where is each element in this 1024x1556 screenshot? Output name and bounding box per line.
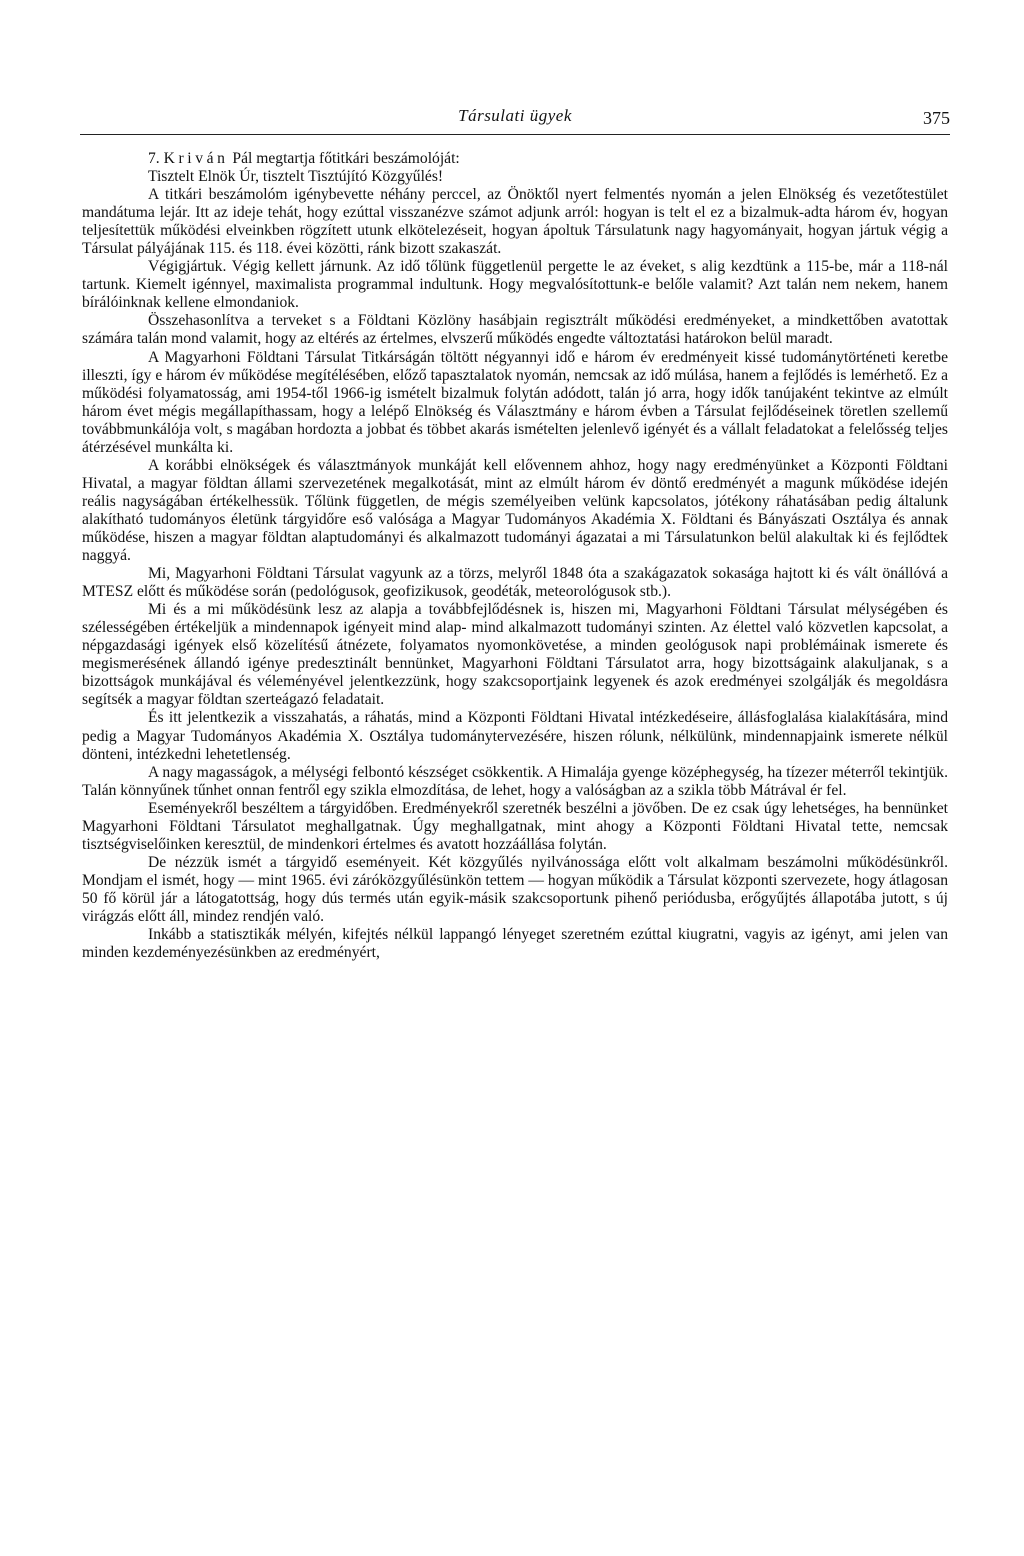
section-heading [82, 150, 948, 168]
paragraph: A nagy magasságok, a mélységi felbontó készséget csökkentik. A Himalája gyenge középhegység, ha tízezer méterről tekintjük. Talán könnyűnek tűnhet onnan fentről egy szikla elmozdítása, de lehet, hogy a valóságban az a szikla több Mátrával ér fel. [82, 763, 948, 799]
page-number: 375 [923, 108, 950, 128]
paragraph: A Magyarhoni Földtani Társulat Titkárságán töltött négyannyi idő e három év eredményeit kissé tudománytörténeti keretbe illeszti, így e három év működése megítélésében, előző tapasztalatok nyomán, nemcsak az idő múlása, hanem a fejlődés is lemérhető. Ez a működési folyamatosság, ami 1954-től 1966-ig ismételt bizalmuk folytán adódott, talán jó arra, hogy idők tanújaként tekintve az elmúlt három évet mégis megállapíthassam, hogy a lelépő Elnökség és Választmány e három évben a Társulat fejlődéseinek töretlen szellemű továbbmunkálója volt, s magában hordozta a jobbat és többet akarás ismételten jelenlevő igényét és a vállalt feladatokat a felelősség teljes átérzésével munkálta ki. [82, 348, 948, 456]
paragraph: Inkább a statisztikák mélyén, kifejtés nélkül lappangó lényeget szeretném ezúttal kiugratni, vagyis az igényt, ami jelen van minden kezdeményezésünkben az eredményért, [82, 926, 948, 962]
paragraph: Végigjártuk. Végig kellett járnunk. Az idő tőlünk függetlenül pergette le az éveket, s alig kezdtünk a 115-be, már a 118-nál tartunk. Kiemelt igénnyel, maximalista programmal indultunk. Hogy megvalósítottunk-e belőle valamit? Azt talán nem nekem, hanem bírálóinknak kellene elmondaniok. [82, 258, 948, 312]
paragraph: Mi és a mi működésünk lesz az alapja a továbbfejlődésnek is, hiszen mi, Magyarhoni Földtani Társulat mélységében és szélességében értékeljük a mindennapok igényeit mind alap- mind alkalmazott tudományi szinten. Az élettel való közvetlen kapcsolat, a népgazdasági igények első közelítésű átnézete, folyamatos nyomonkövetése, a minden geológusok napi problémáinak ismerete és megismerésének állandó igénye predesztinált bennünket, Magyarhoni Földtani Társulatot arra, hogy bizottságaink alakuljanak, s a bizottságok munkájával és véleményével jelentkezzünk, hogy szakcsoportjaink legyenek és azok eredményei szolgálják és megoldásra segítsék a magyar földtan szerteágazó feladatait. [82, 601, 948, 709]
paragraph: De nézzük ismét a tárgyidő eseményeit. Két közgyűlés nyilvánossága előtt volt alkalmam beszámolni működésünkről. Mondjam el ismét, hogy — mint 1965. évi záróközgyűlésünkön tettem — hogyan működik a Társulat központi szervezete, hogy átlagosan 50 fő körül jár a látogatottság, hogy dús termés után egyik-másik szakcsoportunk pihenő periódusba, erőgyűjtés állapotába jutott, s új virágzás előtt áll, mindez rendjén való. [82, 853, 948, 925]
paragraph: Összehasonlítva a terveket s a Földtani Közlöny hasábjain regisztrált működési eredményeket, a mindkettőben avatottak számára talán mond valamit, hogy az eltérés az értelmes, elvszerű működés engedte változtatási határokon belül maradt. [82, 312, 948, 348]
section-number: 7. [148, 150, 160, 167]
speaker-name: Kriván [163, 150, 229, 167]
running-title: Társulati ügyek [458, 106, 572, 125]
article-body [82, 150, 948, 962]
paragraph: És itt jelentkezik a visszahatás, a ráhatás, mind a Központi Földtani Hivatal intézkedéseire, állásfoglalása kialakítására, mind pedig a Magyar Tudományos Akadémia X. Osztálya tudománytervezésére, hiszen rólunk, nélkülünk, mindennapjaink ismerete nélkül dönteni, intézkedni lehetetlenség. [82, 709, 948, 763]
paragraph: Tisztelt Elnök Úr, tisztelt Tisztújító Közgyűlés! [148, 168, 444, 186]
page-header [80, 100, 950, 135]
paragraph: A titkári beszámolóm igénybevette néhány perccel, az Önöktől nyert felmentés nyomán a jelen Elnökség és vezetőtestület mandátuma lejár. Itt az ideje tehát, hogy ezúttal visszanézve számot adjunk arról: hogyan is telt el ez a bizalmuk-adta három év, hogyan teljesítettük működési elveinkben rögzített utunk elkötelezéseit, hogyan ápoltuk Társulatunk nagy hagyományait, hogyan jártuk végig a Társulat pályájának 115. és 118. évei közötti, ránk bizott szakaszát. [82, 186, 948, 258]
paragraph: Eseményekről beszéltem a tárgyidőben. Eredményekről szeretnék beszélni a jövőben. De ez csak úgy lehetséges, ha bennünket Magyarhoni Földtani Társulatot meghallgatnak. Úgy meghallgatnak, mint ahogy a Központi Földtani Hivatal tette, nemcsak tisztségviselőinken keresztül, de mindenkori értelmes és avatott hozzáállása folytán. [82, 799, 948, 853]
paragraph: Mi, Magyarhoni Földtani Társulat vagyunk az a törzs, melyről 1848 óta a szakágazatok sokasága hajtott ki és vált önállóvá a MTESZ előtt és működése során (pedológusok, geofizikusok, geodéták, meteorológusok stb.). [82, 565, 948, 601]
section-heading-text: Pál megtartja főtitkári beszámolóját: [232, 150, 460, 167]
paragraph: A korábbi elnökségek és választmányok munkáját kell elővennem ahhoz, hogy nagy eredményünket a Központi Földtani Hivatal, a magyar földtan állami szervezetének megalkotását, mint az elmúlt három év döntő eredményét a magunk működése idején reális nagyságában értékelhessük. Tőlünk független, de mégis személyeiben velünk kapcsolatos, jótékony ráhatásában pedig általunk alakítható tudományos életünk tárgyidőre eső valósága a Magyar Tudományos Akadémia X. Földtani és Bányászati Osztálya és annak működése, hiszen a magyar földtan alaptudományi és alkalmazott tudományi ágazatai a mi Társulatunkon belül alakultak ki és fejlődtek naggyá. [82, 456, 948, 565]
